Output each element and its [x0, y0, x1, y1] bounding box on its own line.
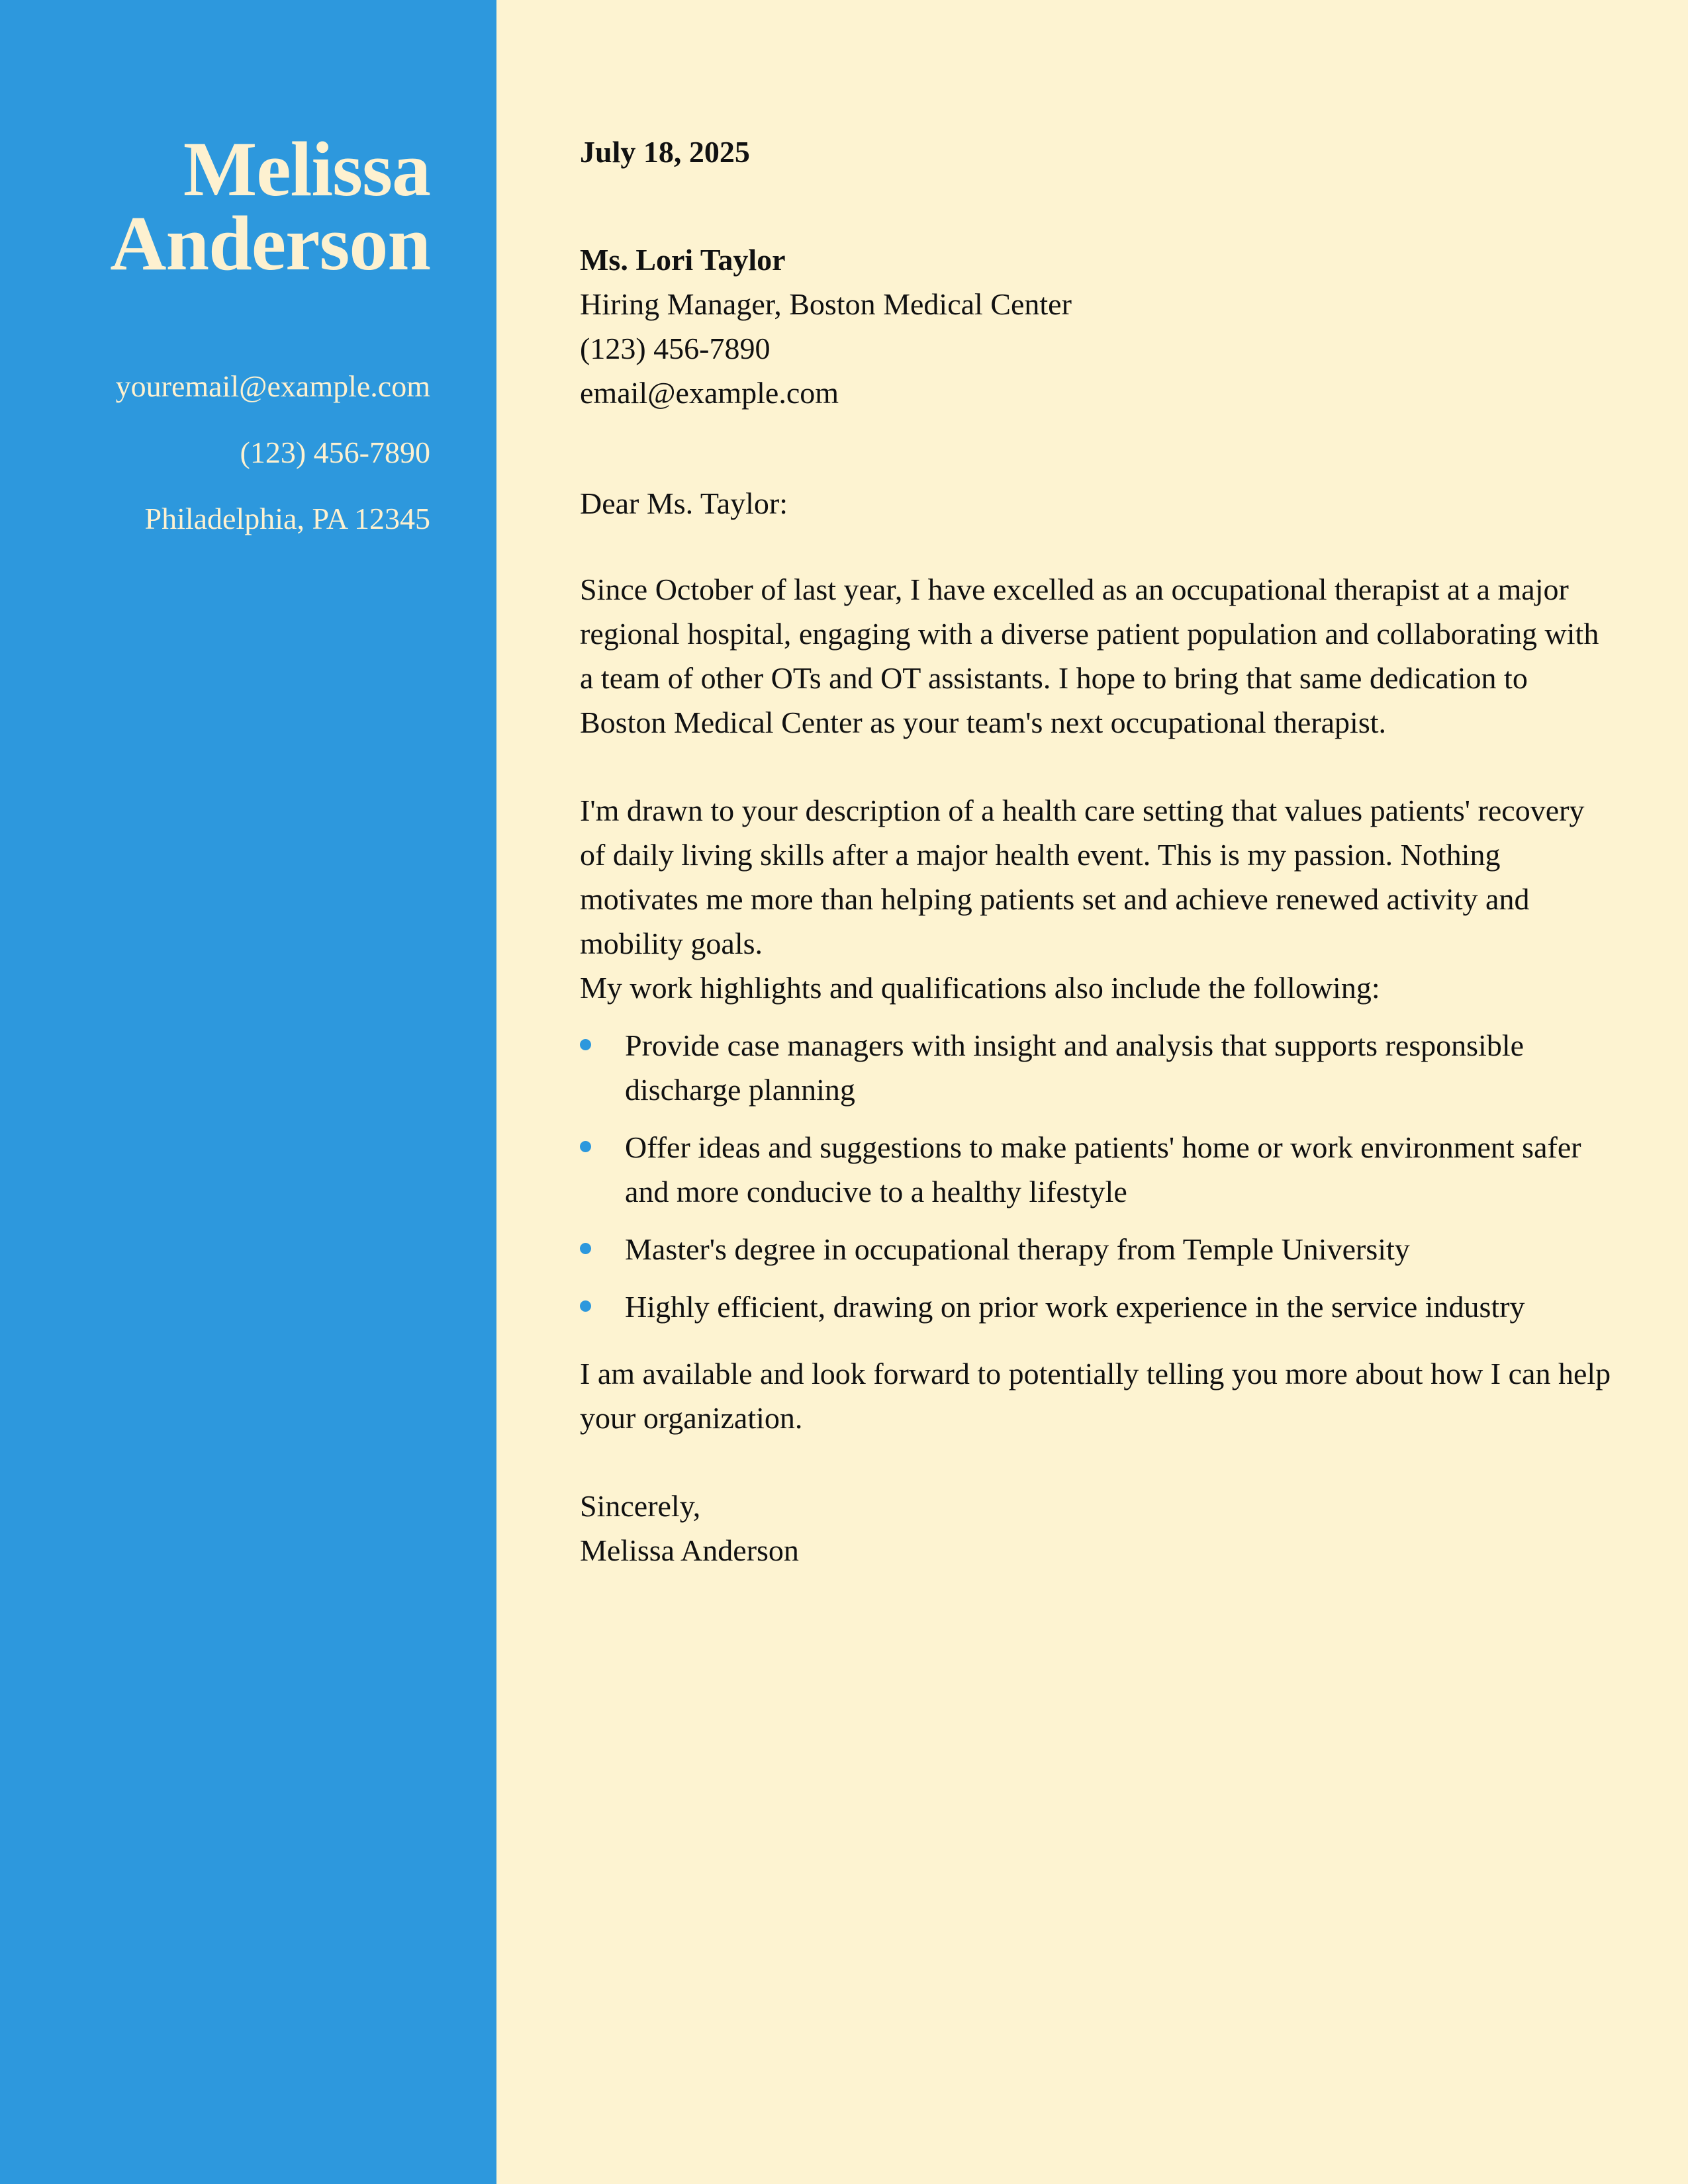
letter-content: [580, 130, 1613, 1572]
list-item: [580, 1285, 1613, 1329]
sender-location: Philadelphia, PA 12345: [144, 502, 430, 535]
sidebar: [0, 0, 496, 2184]
signature-name: Melissa Anderson: [580, 1533, 799, 1567]
list-item: [580, 1023, 1613, 1112]
highlights-intro: My work highlights and qualifications also include the following:: [580, 971, 1380, 1005]
list-item: [580, 1125, 1613, 1214]
highlight-text: Provide case managers with insight and analysis that supports responsible discharge planning: [625, 1028, 1524, 1107]
signoff: Sincerely,: [580, 1489, 701, 1523]
sender-phone: (123) 456-7890: [240, 435, 430, 469]
letter-date: July 18, 2025: [580, 135, 750, 169]
highlight-text: Master's degree in occupational therapy from Temple University: [625, 1232, 1410, 1266]
paragraph-intro: Since October of last year, I have excelled as an occupational therapist at a major regional hospital, engaging with a diverse patient population and collaborating with a team of other OTs and OT assistants. I hope to bring that same dedication to Boston Medical Center as your team's next occupational therapist.: [580, 572, 1599, 739]
sender-first-name: Melissa: [183, 126, 430, 212]
bullet-icon: [580, 1039, 591, 1050]
paragraph-motivation: I'm drawn to your description of a health care setting that values patients' recovery of daily living skills after a major health event. This is my passion. Nothing motivates me more than helping patients set and achieve renewed activity and mobility goals.: [580, 794, 1585, 960]
letter-body-area: [496, 0, 1688, 2184]
paragraph-closing: I am available and look forward to potentially telling you more about how I can help your organization.: [580, 1357, 1611, 1435]
recipient-block: [580, 238, 1613, 415]
bullet-icon: [580, 1141, 591, 1152]
list-item: [580, 1227, 1613, 1271]
recipient-name: Ms. Lori Taylor: [580, 243, 786, 277]
recipient-email[interactable]: email@example.com: [580, 376, 839, 410]
bullet-icon: [580, 1300, 591, 1312]
highlights-list: [580, 1023, 1613, 1329]
highlight-text: Highly efficient, drawing on prior work experience in the service industry: [625, 1290, 1525, 1324]
greeting: Dear Ms. Taylor:: [580, 486, 788, 520]
sender-email[interactable]: youremail@example.com: [115, 369, 430, 403]
signoff-block: [580, 1484, 1613, 1572]
recipient-phone: (123) 456-7890: [580, 332, 771, 365]
sender-last-name: Anderson: [110, 200, 430, 287]
highlight-text: Offer ideas and suggestions to make patients' home or work environment safer and more conducive to a healthy lifestyle: [625, 1130, 1581, 1208]
sender-name: [7, 126, 430, 287]
recipient-title: Hiring Manager, Boston Medical Center: [580, 287, 1072, 321]
bullet-icon: [580, 1243, 591, 1254]
